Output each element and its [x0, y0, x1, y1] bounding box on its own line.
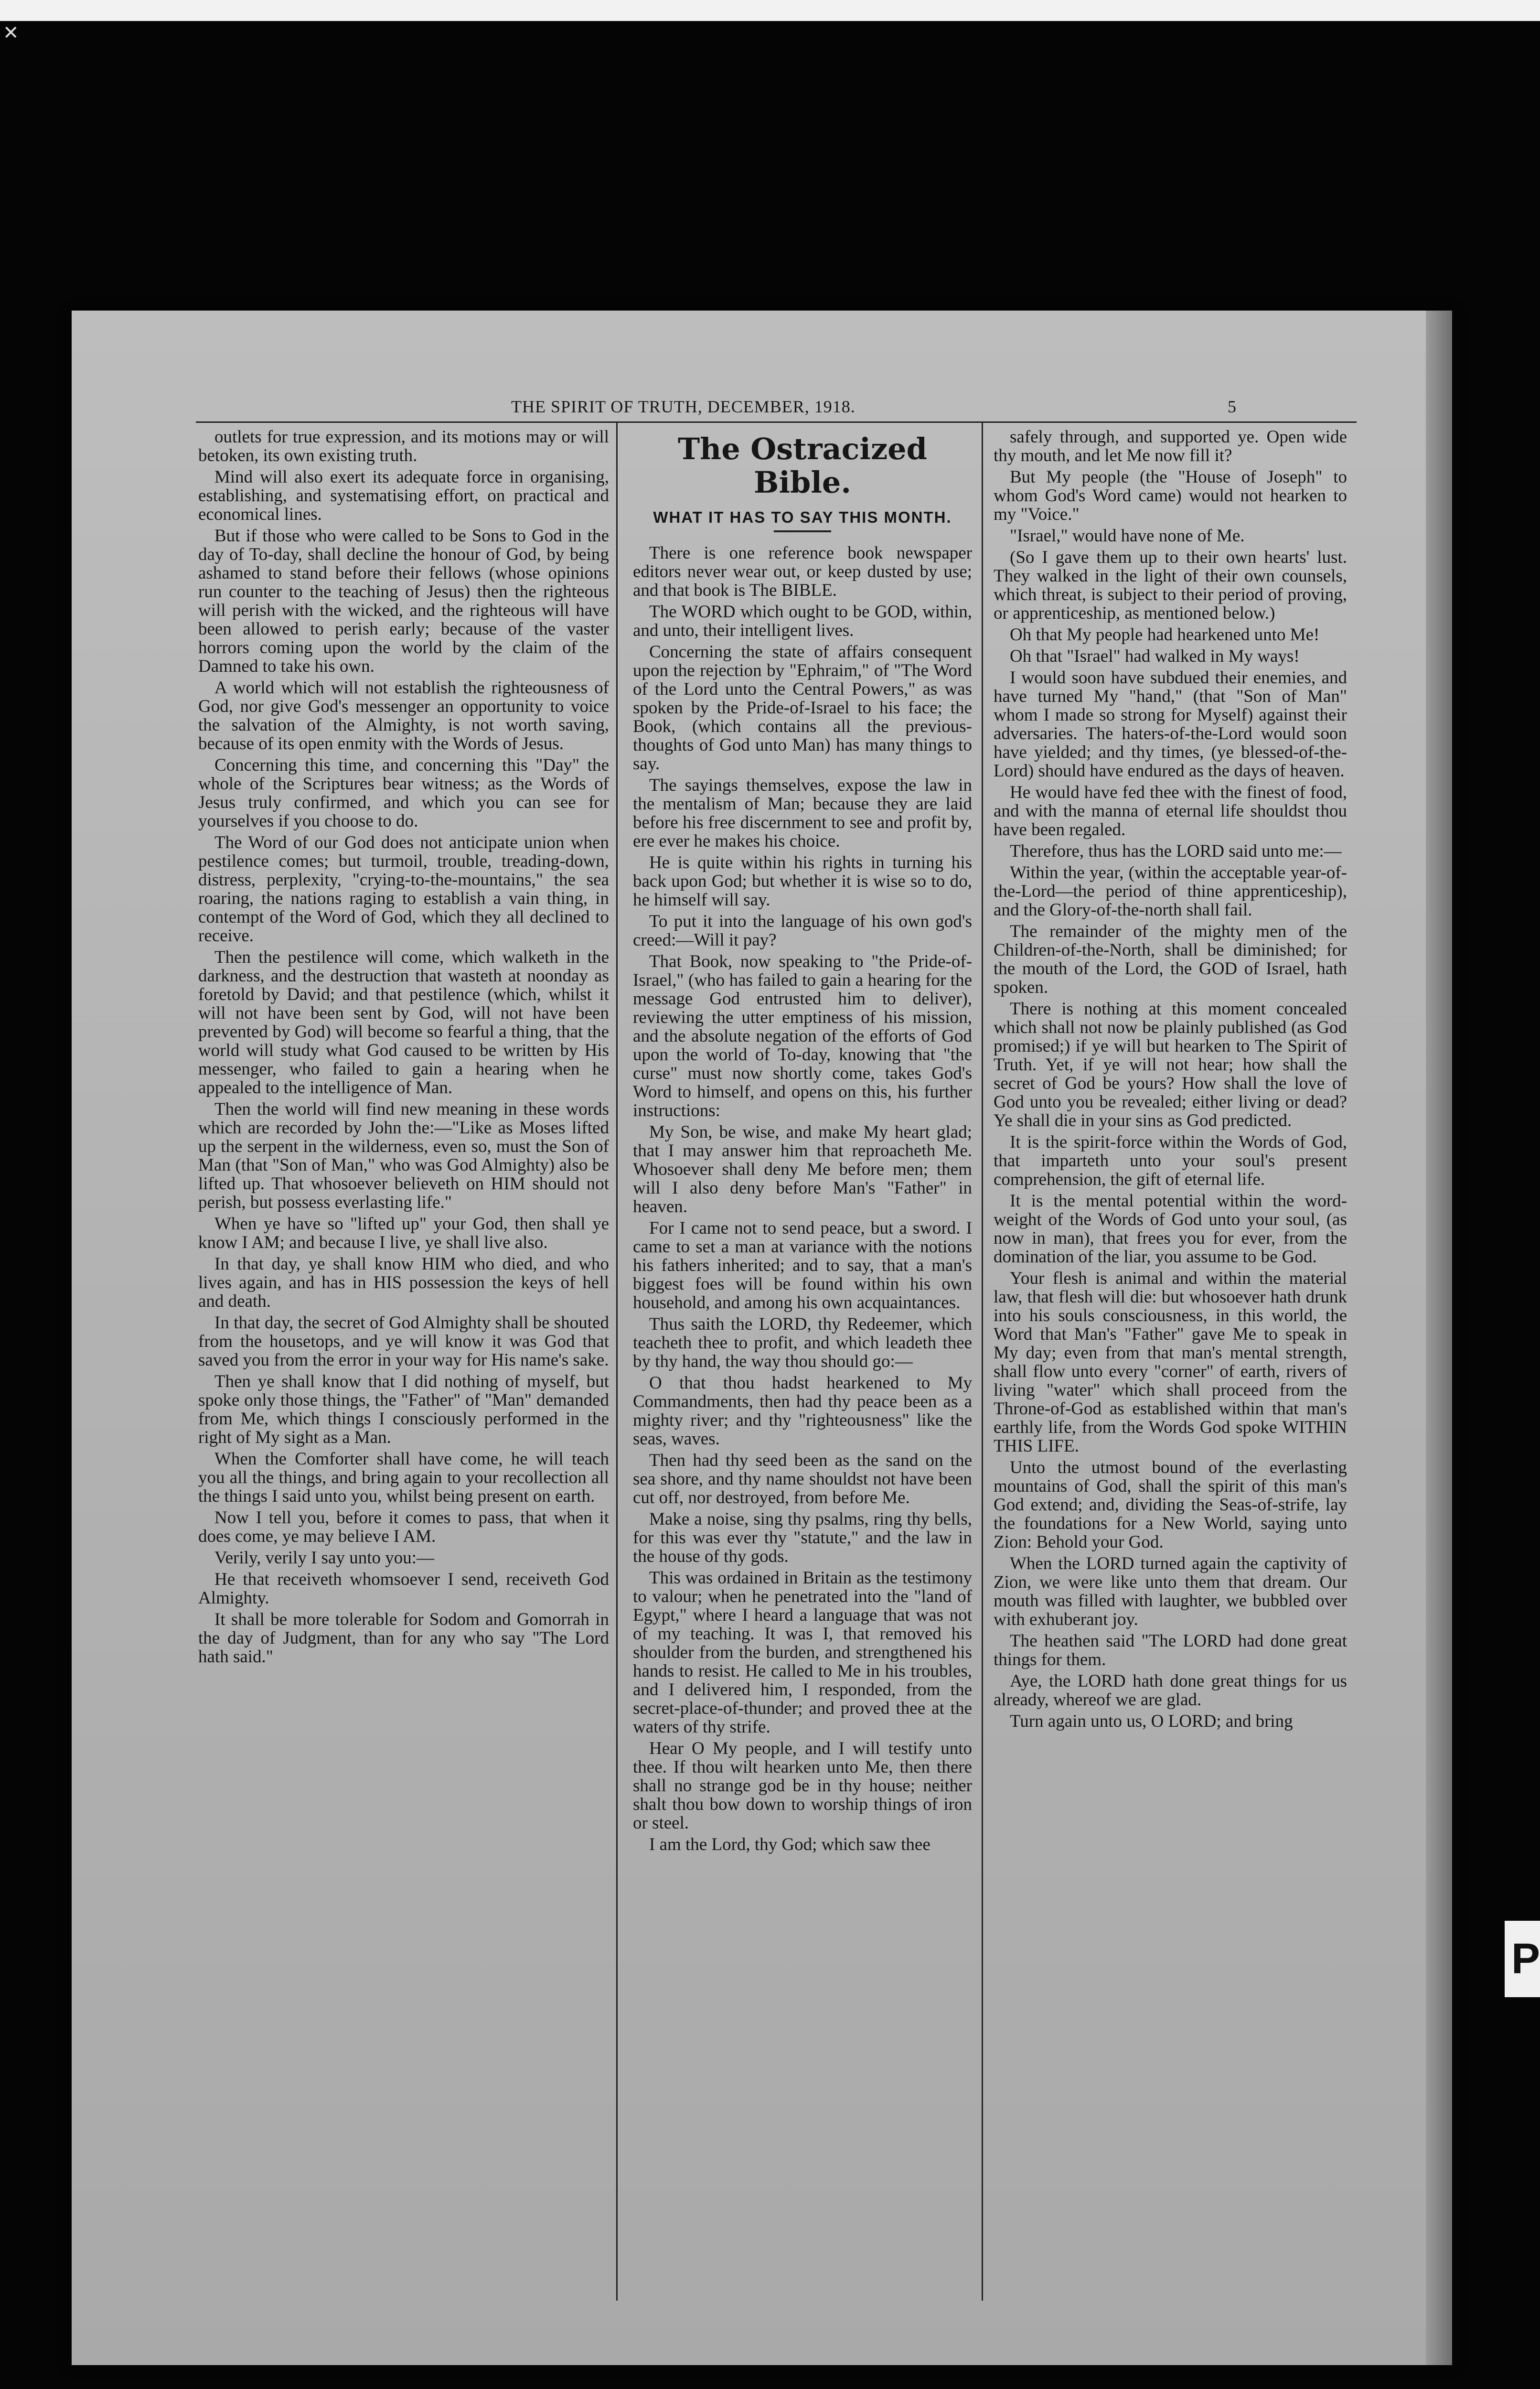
- paragraph: He would have fed thee with the finest of food, and with the manna of eternal life shouldst thou have been regaled.: [994, 783, 1347, 839]
- paragraph: O that thou hadst hearkened to My Commandments, then had thy peace been as a mighty river; and thy "righteousness" like the seas, waves.: [633, 1373, 972, 1449]
- paragraph: Oh that "Israel" had walked in My ways!: [1010, 646, 1300, 666]
- paragraph: Concerning this time, and concerning this "Day" the whole of the Scriptures bear witness; as the Words of Jesus truly confirmed, and which you can see for yourselves if you choose to do.: [198, 755, 609, 831]
- paragraph: Verily, verily I say unto you:—: [214, 1548, 435, 1568]
- paragraph: safely through, and supported ye. Open wide thy mouth, and let Me now fill it?: [994, 427, 1347, 465]
- paragraph: Aye, the LORD hath done great things for us already, whereof we are glad.: [994, 1671, 1347, 1710]
- column-rule-2: [982, 423, 983, 2301]
- paragraph: I am the Lord, thy God; which saw thee: [649, 1835, 930, 1854]
- paragraph: Therefore, thus has the LORD said unto me:—: [1010, 841, 1342, 861]
- paragraph: That Book, now speaking to "the Pride-of-Israel," (who has failed to gain a hearing for the message God entrusted him to deliver), reviewing the utter emptiness of his mission, and the absolute negation of the efforts of God upon the world of To-day, knowing that "the curse" must now shortly come, takes God's Word to himself, and opens on this, his further instructions:: [633, 952, 972, 1120]
- paragraph: It shall be more tolerable for Sodom and Gomorrah in the day of Judgment, than for any who say "The Lord hath said.": [198, 1610, 609, 1667]
- paragraph: This was ordained in Britain as the testimony to valour; when he penetrated into the "land of Egypt," where I heard a language that was not of my teaching. It was I, that removed his shoulder from the burden, and strengthened his hands to resist. He called to Me in his troubles, and I delivered him, I responded, from the secret-place-of-thunder; and proved thee at the waters of thy strife.: [633, 1568, 972, 1737]
- paragraph: Unto the utmost bound of the everlasting mountains of God, shall the spirit of this man's God extend; and, dividing the Seas-of-strife, lay the foundations for a New World, saying unto Zion: Behold your God.: [994, 1458, 1347, 1552]
- paragraph: To put it into the language of his own god's creed:—Will it pay?: [633, 912, 972, 950]
- title-rule: [774, 530, 831, 532]
- paragraph: (So I gave them up to their own hearts' lust. They walked in the light of their own counsels, which threat, is subject to their period of proving, or apprenticeship, as mentioned below.): [994, 548, 1347, 623]
- paragraph: Then the pestilence will come, which walketh in the darkness, and the destruction that wasteth at noonday as foretold by David; and that pestilence (which, whilst it will not have been sent by God, will not have been prevented by God) will become so fearful a thing, that the world will study what God caused to be written by His messenger, who failed to gain a hearing when he appealed to the intelligence of Man.: [198, 947, 609, 1098]
- page-fold-edge: [1426, 311, 1452, 2365]
- paragraph: Then ye shall know that I did nothing of myself, but spoke only those things, the "Father" of "Man" demanded from Me, which things I consciously performed in the right of My sight as a Man.: [198, 1372, 609, 1447]
- paragraph: The heathen said "The LORD had done great things for them.: [994, 1631, 1347, 1669]
- paragraph: Then had thy seed been as the sand on the sea shore, and thy name shouldst not have been cut off, nor destroyed, from before Me.: [633, 1451, 972, 1507]
- paragraph: Thus saith the LORD, thy Redeemer, which teacheth thee to profit, and which leadeth thee by thy hand, the way thou should go:—: [633, 1314, 972, 1371]
- paragraph: Turn again unto us, O LORD; and bring: [1010, 1711, 1293, 1731]
- paragraph: In that day, the secret of God Almighty shall be shouted from the housetops, and ye will know it was God that saved you from the error in your way for His name's sake.: [198, 1313, 609, 1370]
- paragraph: Your flesh is animal and within the material law, that flesh will die: but whosoever hath drunk into his souls consciousness, in this world, the Word that Man's "Father" gave Me to speak in My day; even from that man's mental strength, shall flow unto every "corner" of earth, rivers of living "water" which shall proceed from the Throne-of-God as established within that man's earthly life, from the Words God spoke WITHIN THIS LIFE.: [994, 1269, 1347, 1456]
- side-tab: P: [1505, 1921, 1540, 1997]
- paragraph: The sayings themselves, expose the law in the mentalism of Man; because they are laid before his free discernment to see and profit by, ere ever he makes his choice.: [633, 775, 972, 851]
- column-rule-1: [616, 423, 618, 2301]
- paragraph: Make a noise, sing thy psalms, ring thy bells, for this was ever thy "statute," and the law in the house of thy gods.: [633, 1509, 972, 1566]
- scanner-top-band: [0, 0, 1540, 21]
- paragraph: The remainder of the mighty men of the Children-of-the-North, shall be diminished; for the mouth of the Lord, the GOD of Israel, hath spoken.: [994, 922, 1347, 997]
- paragraph: outlets for true expression, and its motions may or will betoken, its own existing truth.: [198, 427, 609, 465]
- column-2: [633, 428, 972, 1857]
- paragraph: Mind will also exert its adequate force in organising, establishing, and systematising effort, on practical and economical lines.: [198, 467, 609, 524]
- paragraph: He that receiveth whomsoever I send, receiveth God Almighty.: [198, 1570, 609, 1608]
- paragraph: I would soon have subdued their enemies, and have turned My "hand," (that "Son of Man" whom I made so strong for Myself) against their adversaries. The haters-of-the-Lord would soon have yielded; and thy times, (ye blessed-of-the-Lord) should have endured as the days of heaven.: [994, 668, 1347, 781]
- paragraph: It is the mental potential within the word-weight of the Words of God unto your soul, (as now in man), that frees you for ever, from the domination of the liar, you assume to be God.: [994, 1191, 1347, 1267]
- paragraph: When the LORD turned again the captivity of Zion, we were like unto them that dream. Our mouth was filled with laughter, we bubbled over with exhuberant joy.: [994, 1554, 1347, 1629]
- column-3: [994, 428, 1347, 1733]
- paragraph: But My people (the "House of Joseph" to whom God's Word came) would not hearken to my "Voice.": [994, 467, 1347, 524]
- corner-mark: ✕: [3, 22, 19, 44]
- paragraph: The Word of our God does not anticipate union when pestilence comes; but turmoil, trouble, treading-down, distress, perplexity, "crying-to-the-mountains," the sea roaring, the nations raging to establish a vain thing, in contempt of the Word of God, which they all declined to receive.: [198, 833, 609, 946]
- column-1: [198, 428, 609, 1669]
- article-title: The Ostracized Bible.: [678, 431, 927, 500]
- paragraph: There is one reference book newspaper editors never wear out, or keep dusted by use; and that book is The BIBLE.: [633, 543, 972, 600]
- paragraph: Oh that My people had hearkened unto Me!: [1010, 625, 1320, 645]
- paragraph: But if those who were called to be Sons to God in the day of To-day, shall decline the honour of God, by being ashamed to stand before their fellows (whose opinions run counter to the teaching of Jesus) then the righteous will perish with the wicked, and the righteous will have been allowed to perish early; because of the vaster horrors coming upon the world by the claim of the Damned to take his own.: [198, 526, 609, 676]
- paragraph: Now I tell you, before it comes to pass, that when it does come, ye may believe I AM.: [198, 1508, 609, 1546]
- paragraph: For I came not to send peace, but a sword. I came to set a man at variance with the notions his fathers inherited; and to say, that a man's biggest foes will be found within his own household, and among his own acquaintances.: [633, 1218, 972, 1313]
- header-rule: [196, 421, 1357, 423]
- paragraph: Within the year, (within the acceptable year-of-the-Lord—the period of thine apprenticeship), and the Glory-of-the-north shall fail.: [994, 863, 1347, 920]
- page-number: 5: [1228, 397, 1237, 416]
- paragraph: He is quite within his rights in turning his back upon God; but whether it is wise so to do, he himself will say.: [633, 853, 972, 910]
- column-2-body: [633, 544, 972, 1854]
- paragraph: Concerning the state of affairs consequent upon the rejection by "Ephraim," of "The Word of the Lord unto the Central Powers," as was spoken by the Pride-of-Israel to his face; the Book, (which contains all the previous-thoughts of God unto Man) has many things to say.: [633, 642, 972, 774]
- paragraph: There is nothing at this moment concealed which shall not now be plainly published (as God promised;) if ye will but hearken to The Spirit of Truth. Yet, if ye will not hear; how shall the secret of God be yours? How shall the love of God unto you be revealed; either living or dead? Ye shall die in your sins as God predicted.: [994, 999, 1347, 1130]
- paragraph: Then the world will find new meaning in these words which are recorded by John the:—"Like as Moses lifted up the serpent in the wilderness, even so, must the Son of Man (that "Son of Man," who was God Almighty) also be lifted up. That whosoever believeth on HIM should not perish, but possess everlasting life.": [198, 1099, 609, 1212]
- paragraph: In that day, ye shall know HIM who died, and who lives again, and has in HIS possession the keys of hell and death.: [198, 1254, 609, 1311]
- paragraph: The WORD which ought to be GOD, within, and unto, their intelligent lives.: [633, 602, 972, 640]
- paragraph: When ye have so "lifted up" your God, then shall ye know I AM; and because I live, ye shall live also.: [198, 1214, 609, 1252]
- paragraph: It is the spirit-force within the Words of God, that imparteth unto your soul's present comprehension, the gift of eternal life.: [994, 1132, 1347, 1189]
- article-subtitle: WHAT IT HAS TO SAY THIS MONTH.: [653, 508, 952, 526]
- paragraph: "Israel," would have none of Me.: [1010, 526, 1245, 546]
- paragraph: When the Comforter shall have come, he will teach you all the things, and bring again to your recollection all the things I said unto you, whilst being present on earth.: [198, 1449, 609, 1506]
- paragraph: Hear O My people, and I will testify unto thee. If thou wilt hearken unto Me, then there shall no strange god be in thy house; neither shalt thou bow down to worship things of iron or steel.: [633, 1739, 972, 1833]
- running-title: THE SPIRIT OF TRUTH, DECEMBER, 1918.: [511, 397, 856, 416]
- paragraph: My Son, be wise, and make My heart glad; that I may answer him that reproacheth Me. Whosoever shall deny Me before men; them will I also deny before Man's "Father" in heaven.: [633, 1122, 972, 1216]
- newspaper-page: [72, 311, 1452, 2365]
- paragraph: A world which will not establish the righteousness of God, nor give God's messenger an opportunity to voice the salvation of the Almighty, is not worth saving, because of its open enmity with the Words of Jesus.: [198, 678, 609, 753]
